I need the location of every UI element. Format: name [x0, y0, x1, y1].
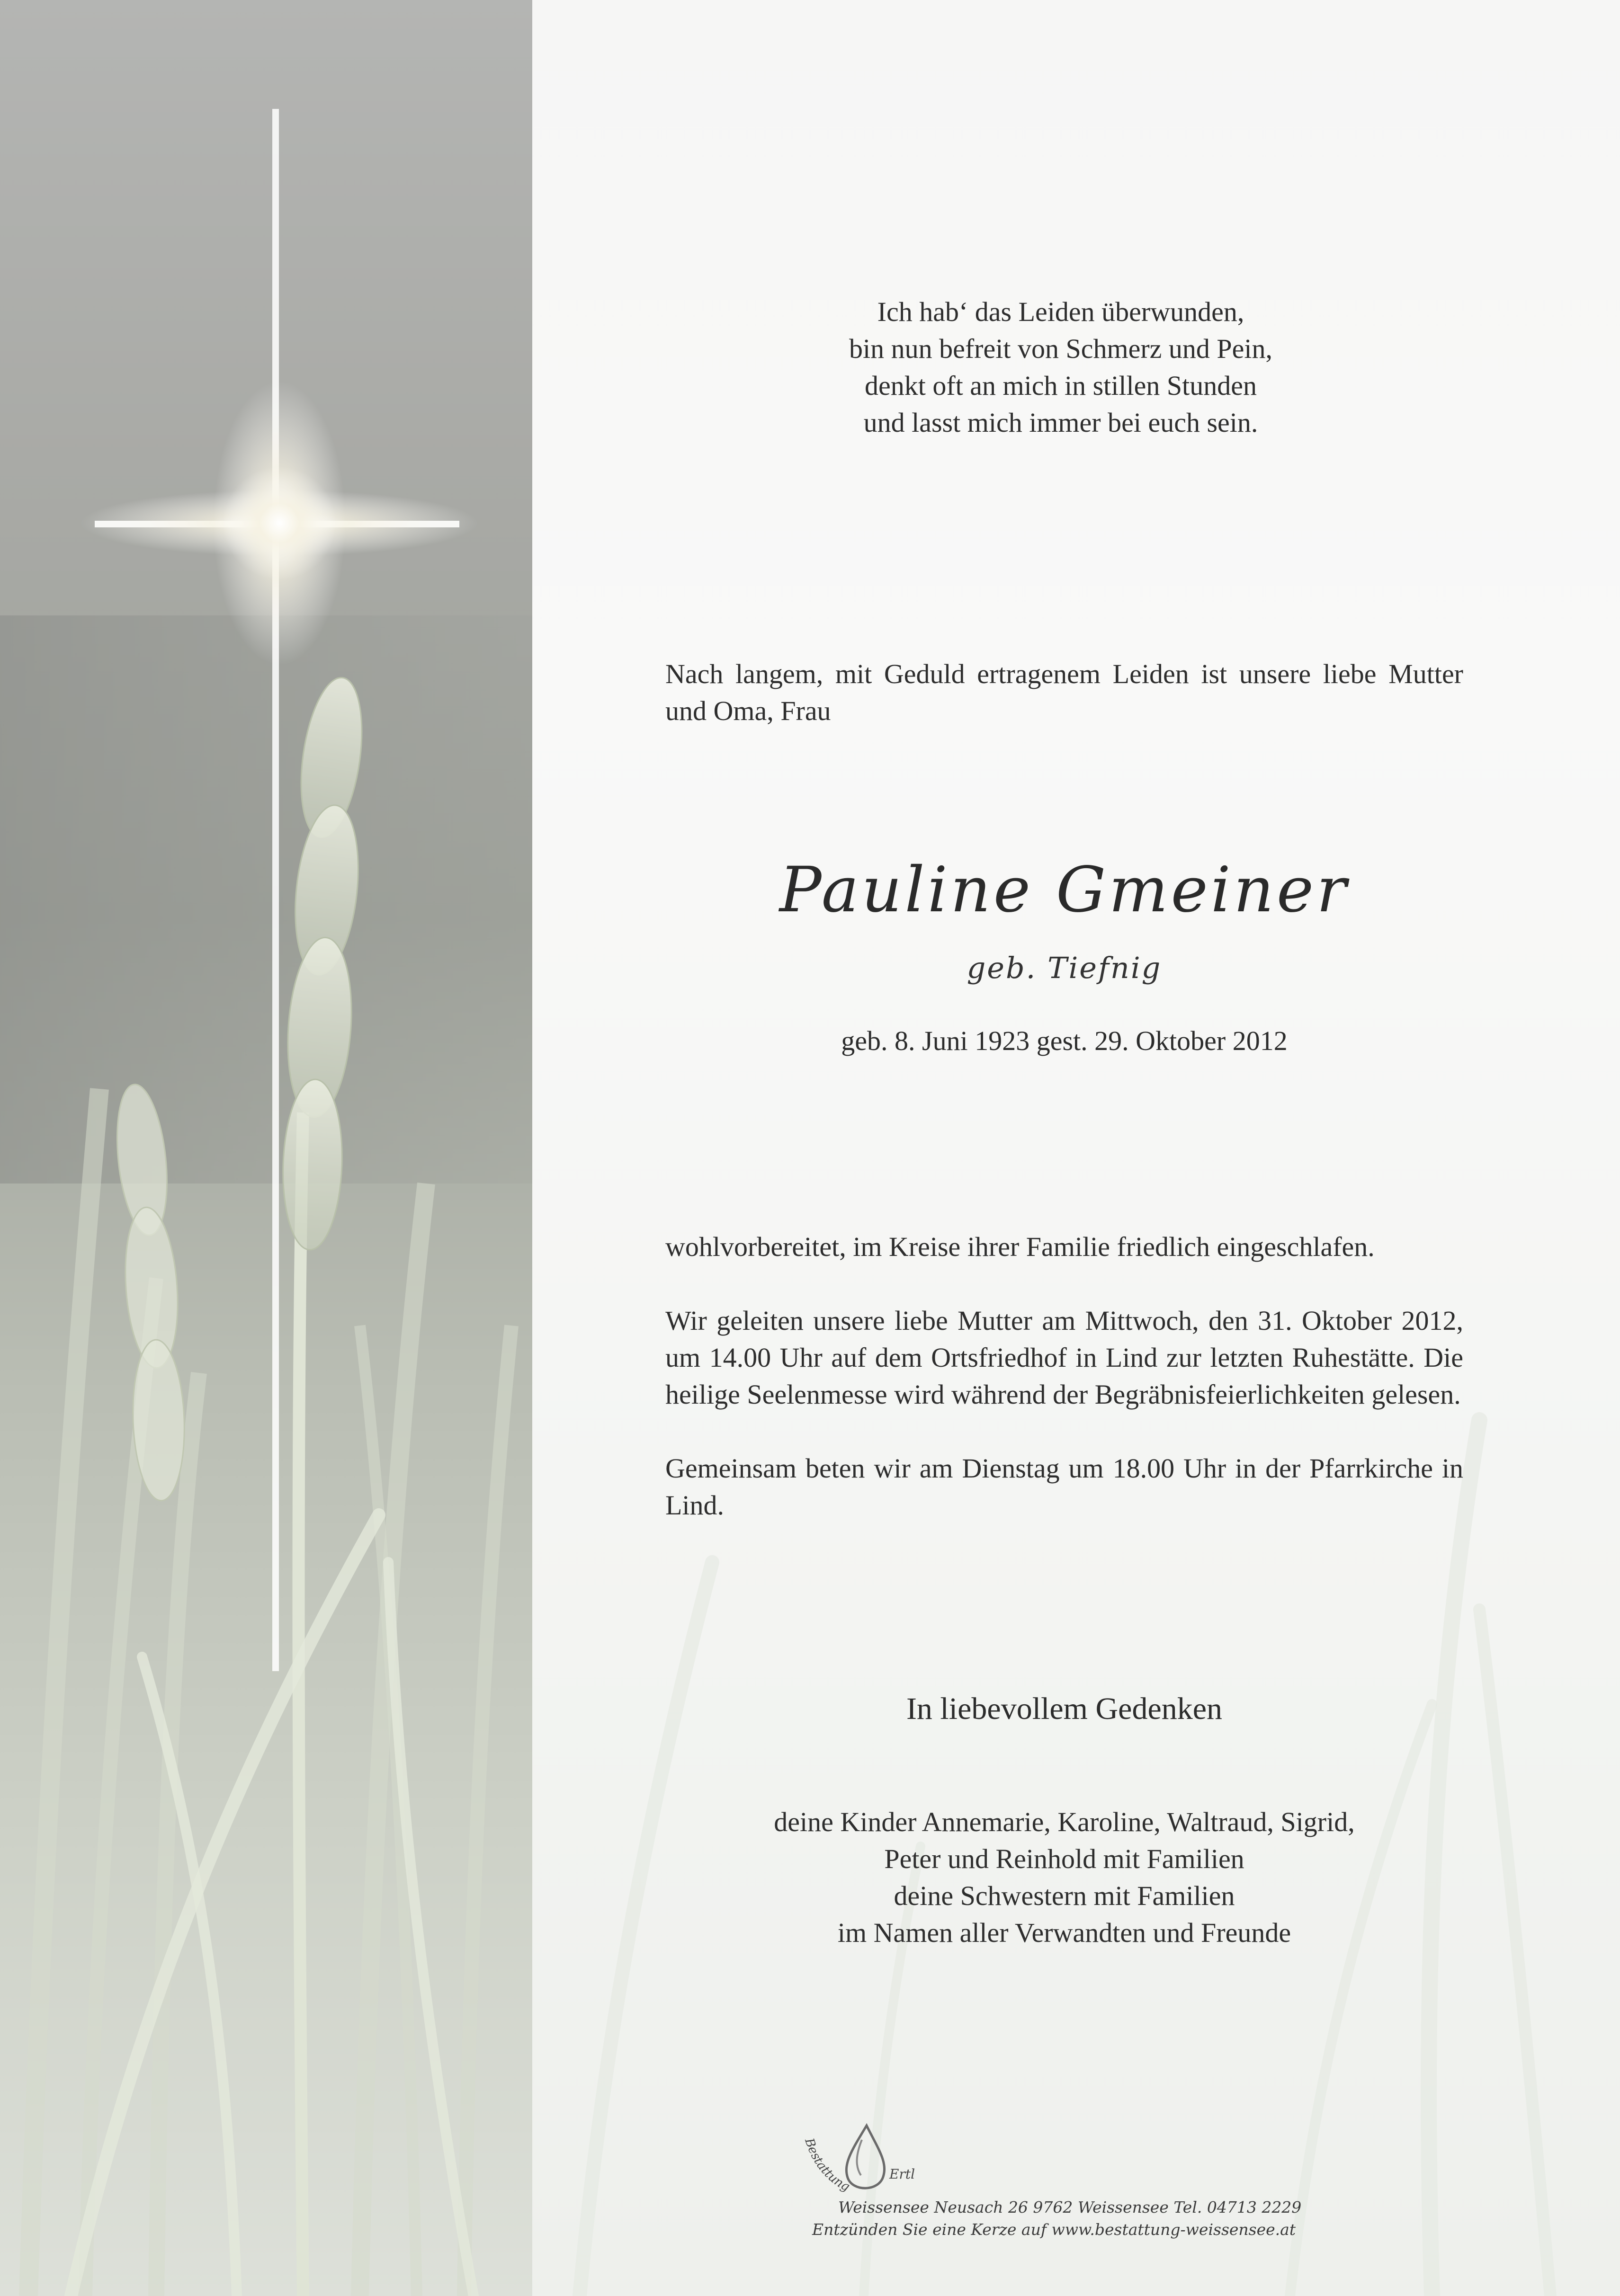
poem-line: bin nun befreit von Schmerz und Pein,: [849, 333, 1272, 364]
logo-arc-text: Bestattung: [802, 2136, 852, 2195]
deceased-name: Pauline Gmeiner: [779, 854, 1350, 926]
announcement-paragraphs: [665, 1228, 1463, 1561]
poem-line: Ich hab‘ das Leiden überwunden,: [877, 296, 1244, 327]
poem-line: und lasst mich immer bei euch sein.: [863, 407, 1258, 438]
intro-text: Nach langem, mit Geduld ertragenem Leiden ist unsere liebe Mutter und Oma, Frau: [665, 659, 1463, 726]
svg-text:Bestattung: [802, 2136, 852, 2194]
side-image-panel: [0, 0, 532, 2296]
mourners-line: deine Kinder Annemarie, Karoline, Waltraud, Sigrid,: [774, 1807, 1355, 1837]
footer-candle-link[interactable]: Entzünden Sie eine Kerze auf www.bestattung-weissensee.at: [812, 2220, 1296, 2239]
footer-address: Weissensee Neusach 26 9762 Weissensee Tel. 04713 2229: [838, 2198, 1302, 2216]
closing-line: In liebevollem Gedenken: [906, 1691, 1223, 1726]
paragraph: Wir geleiten unsere liebe Mutter am Mittwoch, den 31. Oktober 2012, um 14.00 Uhr auf dem Ortsfriedhof in Lind zur letzten Ruhestätte. Die heilige Seelenmesse wird während der Begräbnisfeierlichkeiten gelesen.: [665, 1305, 1463, 1410]
cross-and-wheat-icon: [0, 0, 532, 2296]
mourners-line: Peter und Reinhold mit Familien: [884, 1843, 1244, 1874]
paragraph: wohlvorbereitet, im Kreise ihrer Familie friedlich eingeschlafen.: [665, 1231, 1375, 1262]
deceased-birth-name: geb. Tiefnig: [967, 951, 1162, 985]
poem-line: denkt oft an mich in stillen Stunden: [864, 370, 1257, 401]
mourners-list: [665, 1804, 1463, 1951]
drop-logo-icon: [796, 2121, 938, 2197]
mourners-line: im Namen aller Verwandten und Freunde: [837, 1917, 1291, 1948]
paragraph: Gemeinsam beten wir am Dienstag um 18.00 Uhr in der Pfarrkirche in Lind.: [665, 1453, 1463, 1521]
poem: [710, 294, 1411, 441]
mourners-line: deine Schwestern mit Familien: [894, 1880, 1235, 1911]
logo-word: Ertl: [889, 2166, 915, 2182]
life-dates: geb. 8. Juni 1923 gest. 29. Oktober 2012: [841, 1025, 1288, 1056]
